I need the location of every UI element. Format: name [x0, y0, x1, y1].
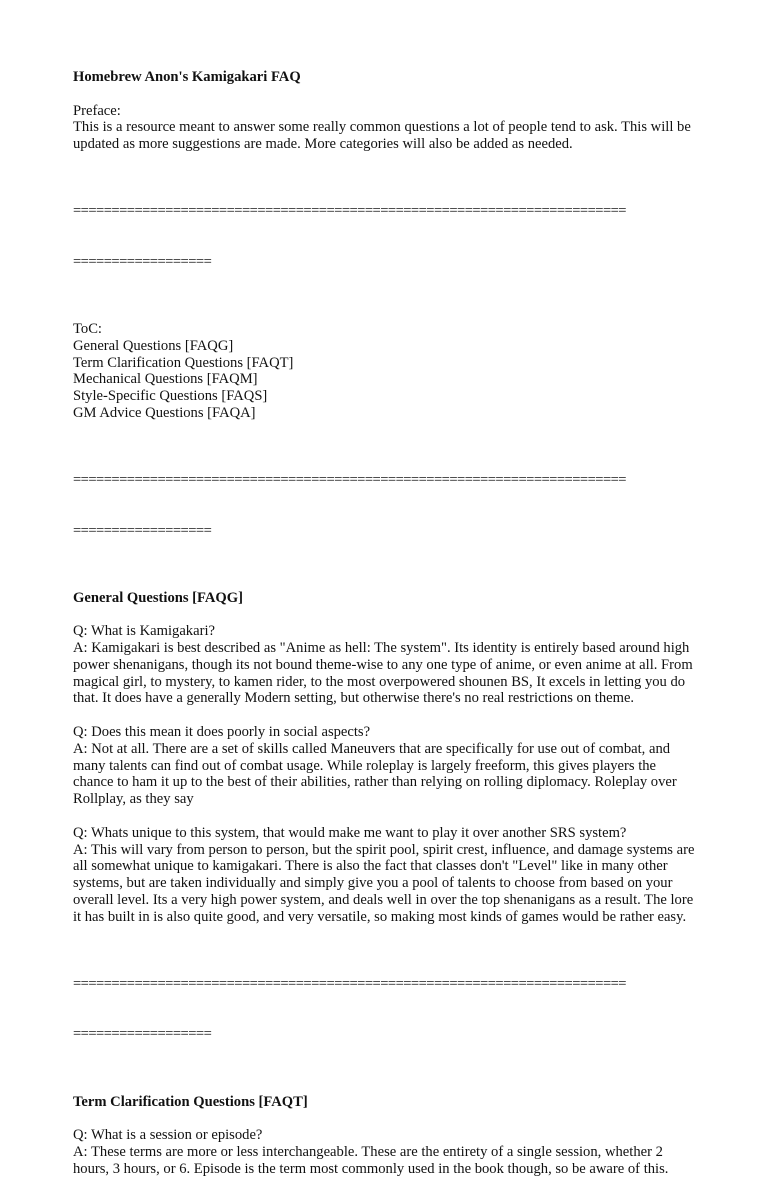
separator-line: ======================================================================== — [73, 203, 626, 220]
toc-item: General Questions [FAQG] — [73, 337, 234, 354]
document-page — [73, 69, 698, 1178]
separator-line: ================== — [73, 1026, 212, 1043]
answer: A: This will vary from person to person, but the spirit pool, spirit crest, influence, and damage systems are all somewhat unique to kamigakari. There is also the fact that classes don't "Level" like in many other systems, but are taken individually and simply give you a pool of talents to choose from based on your overall level. Its a very high power system, and deals well in over the top shenanigans as a result. The lore it has built in is also quite good, and very versatile, so making most kinds of games would be rather easy. — [73, 841, 695, 925]
question: Q: What is a session or episode? — [73, 1127, 263, 1144]
answer: A: Not at all. There are a set of skills called Maneuvers that are specifically for use out of combat, and many talents can find out of combat usage. While roleplay is largely freeform, this gives players the chance to ham it up to the best of their abilities, rather than relying on rolling diplomacy. Roleplay over Rollplay, as they say — [73, 740, 677, 808]
section-heading: Term Clarification Questions [FAQT] — [73, 1093, 308, 1110]
question: Q: Does this mean it does poorly in social aspects? — [73, 724, 371, 741]
toc-item: Term Clarification Questions [FAQT] — [73, 354, 294, 371]
section-heading: General Questions [FAQG] — [73, 589, 243, 606]
answer: A: These terms are more or less interchangeable. These are the entirety of a single session, whether 2 hours, 3 hours, or 6. Episode is the term most commonly used in the book though, so be aware of this. — [73, 1144, 669, 1177]
separator — [73, 942, 698, 1076]
separator-line: ======================================================================== — [73, 976, 626, 993]
question: Q: Whats unique to this system, that would make me want to play it over another SRS system? — [73, 824, 627, 841]
preface-label: Preface: — [73, 102, 121, 119]
preface-text: This is a resource meant to answer some really common questions a lot of people tend to ask. This will be updated as more suggestions are made. More categories will also be added as needed. — [73, 119, 691, 153]
separator-line: ======================================================================== — [73, 472, 626, 489]
toc-label: ToC: — [73, 320, 102, 337]
separator — [73, 170, 698, 304]
toc-item: Mechanical Questions [FAQM] — [73, 371, 258, 388]
question: Q: What is Kamigakari? — [73, 623, 215, 640]
answer: A: Kamigakari is best described as "Anime as hell: The system". Its identity is entirely based around high power shenanigans, though its not bound theme-wise to any one type of anime, or even anime at all. From magical girl, to mystery, to kamen rider, to the most overpowered shounen BS, It excels in letting you do that. It does have a generally Modern setting, but otherwise there's no real restrictions on theme. — [73, 640, 693, 707]
separator — [73, 439, 698, 573]
separator-line: ================== — [73, 253, 212, 270]
separator-line: ================== — [73, 522, 212, 539]
document-title: Homebrew Anon's Kamigakari FAQ — [73, 69, 301, 85]
toc-item: GM Advice Questions [FAQA] — [73, 404, 256, 421]
toc-item: Style-Specific Questions [FAQS] — [73, 388, 268, 405]
